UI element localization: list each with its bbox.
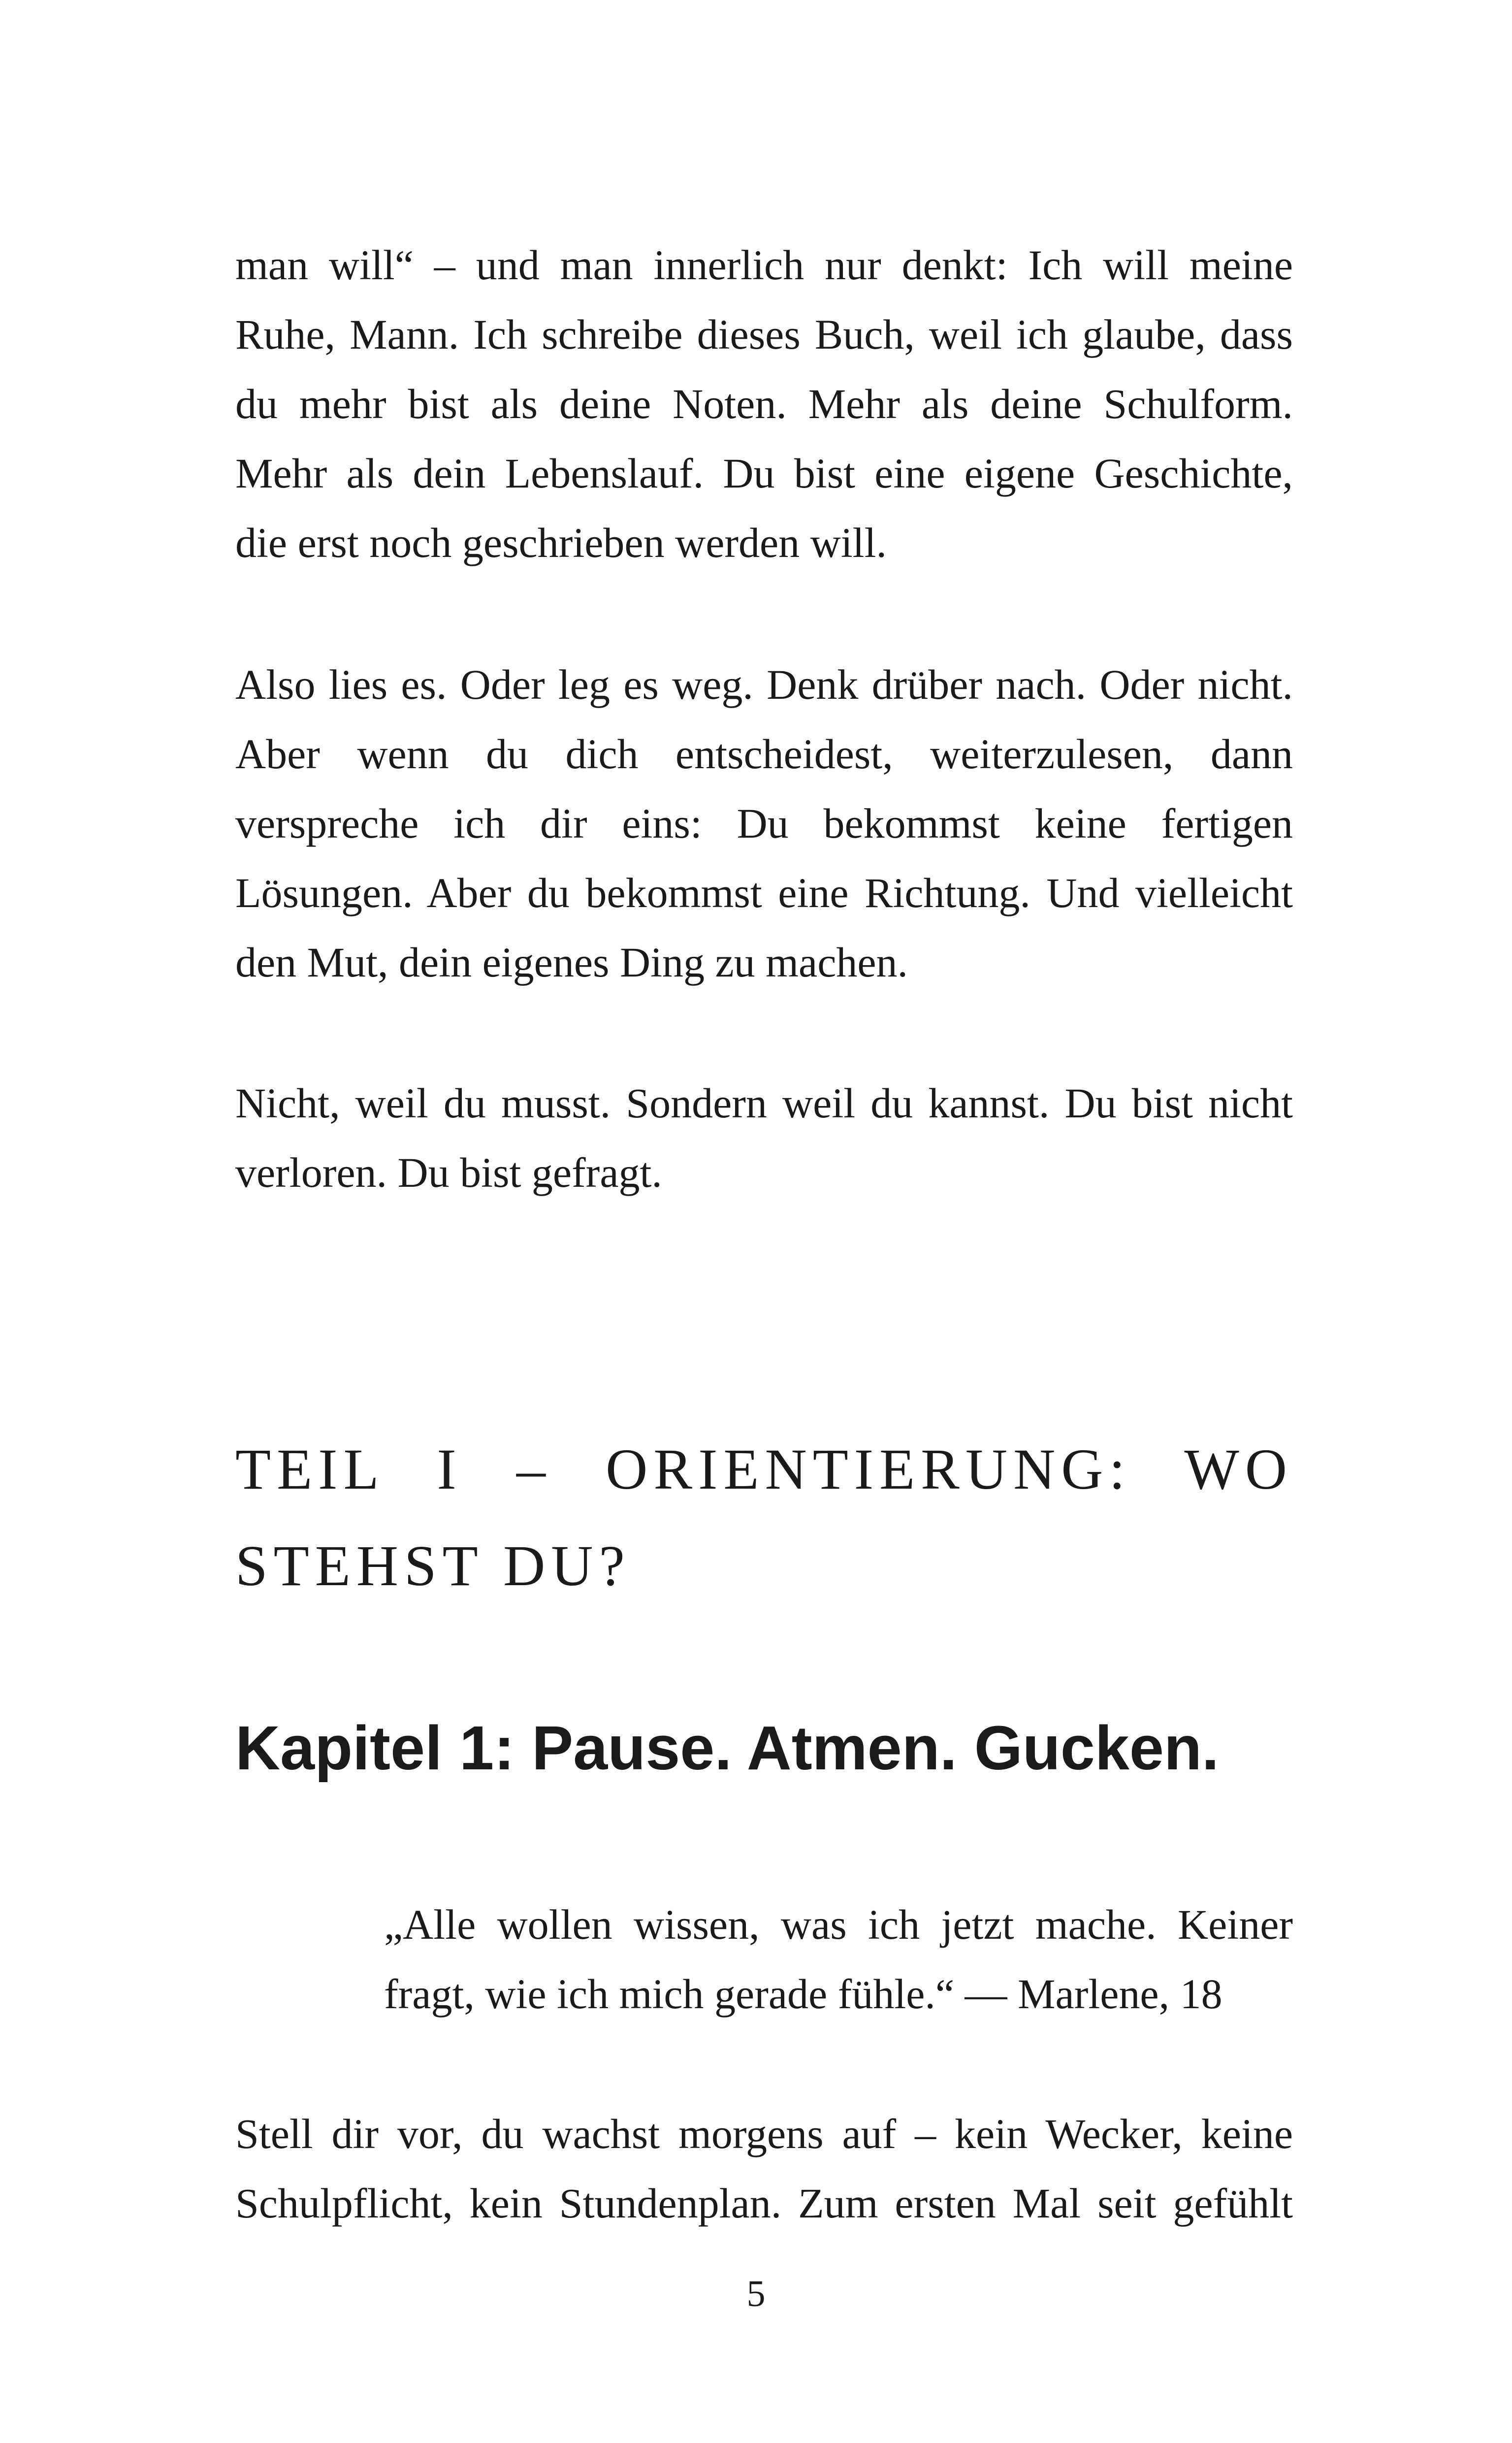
part-title-line: TEIL I – ORIENTIERUNG: WO	[235, 1437, 1293, 1501]
paragraph	[235, 230, 1293, 578]
paragraph	[235, 650, 1293, 997]
text-line: Ruhe, Mann. Ich schreibe dieses Buch, weil ich glaube, dass	[235, 311, 1293, 358]
text-line: verloren. Du bist gefragt.	[235, 1149, 662, 1196]
text-line: Mehr als dein Lebenslauf. Du bist eine eigene Geschichte,	[235, 450, 1293, 497]
page-number: 5	[746, 2273, 766, 2314]
text-line: die erst noch geschrieben werden will.	[235, 519, 887, 566]
part-title-line: STEHST DU?	[235, 1533, 631, 1598]
text-line: du mehr bist als deine Noten. Mehr als deine Schulform.	[235, 380, 1293, 427]
paragraph	[235, 1069, 1293, 1207]
text-line: Schulpflicht, kein Stundenplan. Zum ersten Mal seit gefühlt	[235, 2180, 1293, 2227]
part-title	[235, 1421, 1293, 1614]
text-line: Stell dir vor, du wachst morgens auf – kein Wecker, keine	[235, 2110, 1293, 2157]
paragraph	[235, 2099, 1293, 2238]
epigraph-quote	[384, 1890, 1293, 2029]
chapter-title: Kapitel 1: Pause. Atmen. Gucken.	[235, 1713, 1219, 1783]
text-line: Aber wenn du dich entscheidest, weiterzulesen, dann	[235, 730, 1293, 778]
text-line: Lösungen. Aber du bekommst eine Richtung. Und vielleicht	[235, 869, 1293, 916]
text-line: man will“ – und man innerlich nur denkt: Ich will meine	[235, 241, 1293, 289]
text-line: Nicht, weil du musst. Sondern weil du kannst. Du bist nicht	[235, 1079, 1293, 1127]
text-line: den Mut, dein eigenes Ding zu machen.	[235, 939, 908, 986]
quote-line: fragt, wie ich mich gerade fühle.“ — Marlene, 18	[384, 1970, 1222, 2018]
quote-line: „Alle wollen wissen, was ich jetzt mache. Keiner	[384, 1901, 1293, 1948]
text-line: verspreche ich dir eins: Du bekommst keine fertigen	[235, 800, 1293, 847]
text-line: Also lies es. Oder leg es weg. Denk drüber nach. Oder nicht.	[235, 661, 1293, 708]
